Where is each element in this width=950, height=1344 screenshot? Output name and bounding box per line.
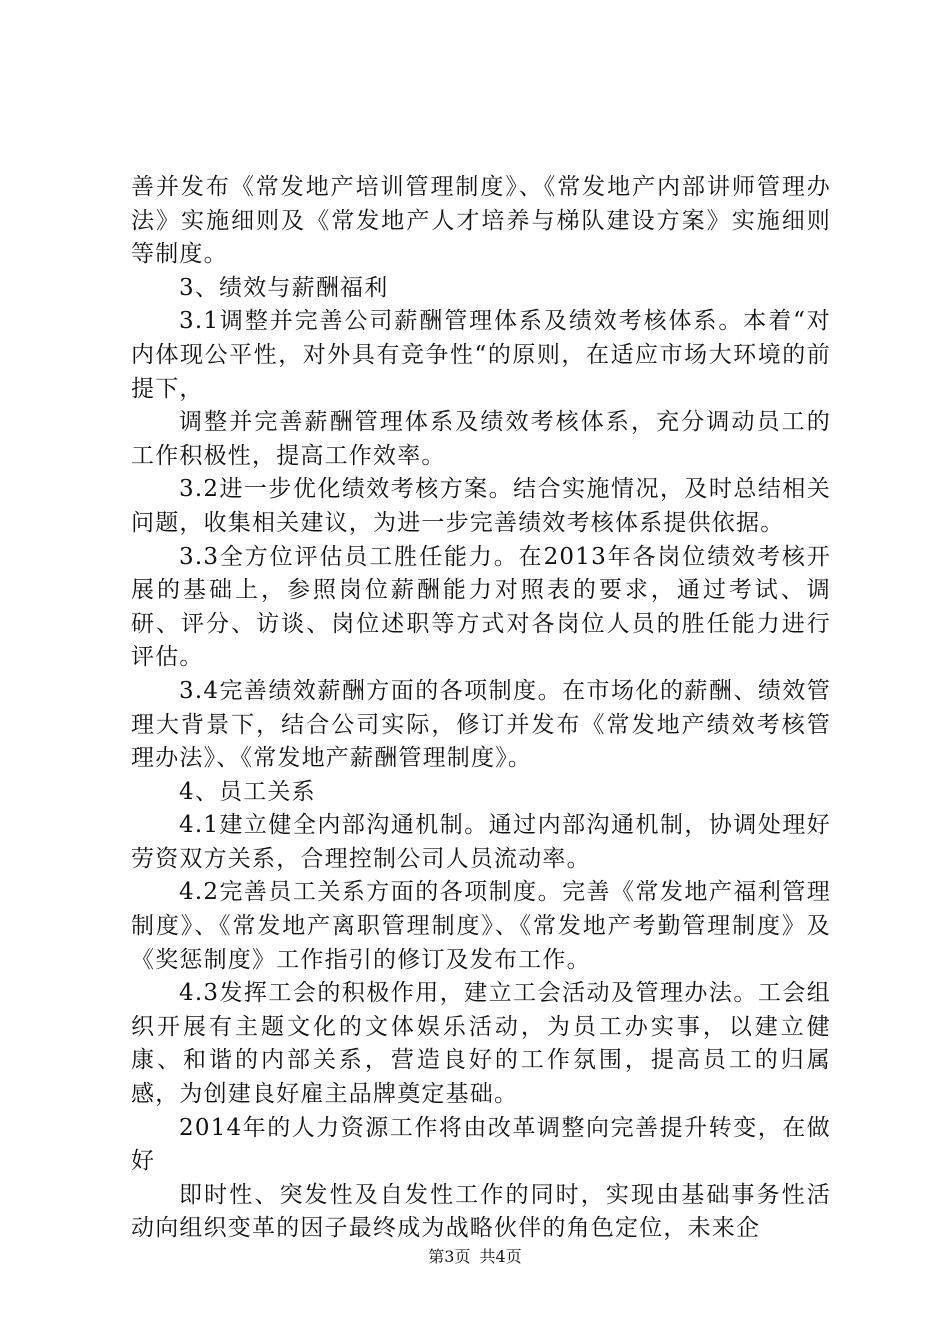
section-heading: 4、员工关系 (179, 778, 316, 805)
total-pages: 共4页 (479, 1247, 522, 1266)
paragraph: 3.1调整并完善公司薪酬管理体系及绩效考核体系。本着“对内体现公平性，对外具有竞争性“的原则，在适应市场大环境的前提下， (131, 308, 831, 402)
paragraph: 3.4完善绩效薪酬方面的各项制度。在市场化的薪酬、绩效管理大背景下，结合公司实际，修订并发布《常发地产绩效考核管理办法》、《常发地产薪酬管理制度》。 (131, 677, 831, 772)
paragraph: 4.1建立健全内部沟通机制。通过内部沟通机制，协调处理好劳资双方关系，合理控制公司人员流动率。 (131, 812, 831, 872)
paragraph: 2014年的人力资源工作将由改革调整向完善提升转变，在做好 (131, 1114, 831, 1175)
paragraph: 3.2进一步优化绩效考核方案。结合实施情况，及时总结相关问题，收集相关建议，为进一步完善绩效考核体系提供依据。 (131, 476, 831, 536)
paragraph: 善并发布《常发地产培训管理制度》、《常发地产内部讲师管理办法》实施细则及《常发地产人才培养与梯队建设方案》实施细则等制度。 (131, 174, 831, 268)
paragraph: 即时性、突发性及自发性工作的同时，实现由基础事务性活动向组织变革的因子最终成为战略伙伴的角色定位，未来企 (131, 1181, 831, 1242)
section-heading: 3、绩效与薪酬福利 (179, 274, 389, 301)
paragraph: 4.2完善员工关系方面的各项制度。完善《常发地产福利管理制度》、《常发地产离职管理制度》、《常发地产考勤管理制度》及《奖惩制度》工作指引的修订及发布工作。 (131, 879, 831, 973)
document-body (131, 171, 831, 1246)
paragraph: 3.3全方位评估员工胜任能力。在2013年各岗位绩效考核开展的基础上，参照岗位薪酬能力对照表的要求，通过考试、调研、评分、访谈、岗位述职等方式对各岗位人员的胜任能力进行评估。 (131, 543, 831, 671)
page-number: 第3页 (428, 1247, 471, 1266)
paragraph: 调整并完善薪酬管理体系及绩效考核体系，充分调动员工的工作积极性，提高工作效率。 (131, 409, 831, 469)
paragraph: 4.3发挥工会的积极作用，建立工会活动及管理办法。工会组织开展有主题文化的文体娱乐活动，为员工办实事，以建立健康、和谐的内部关系，营造良好的工作氛围，提高员工的归属感，为创建良好雇主品牌奠定基础。 (131, 980, 831, 1108)
page-footer (0, 1244, 950, 1267)
